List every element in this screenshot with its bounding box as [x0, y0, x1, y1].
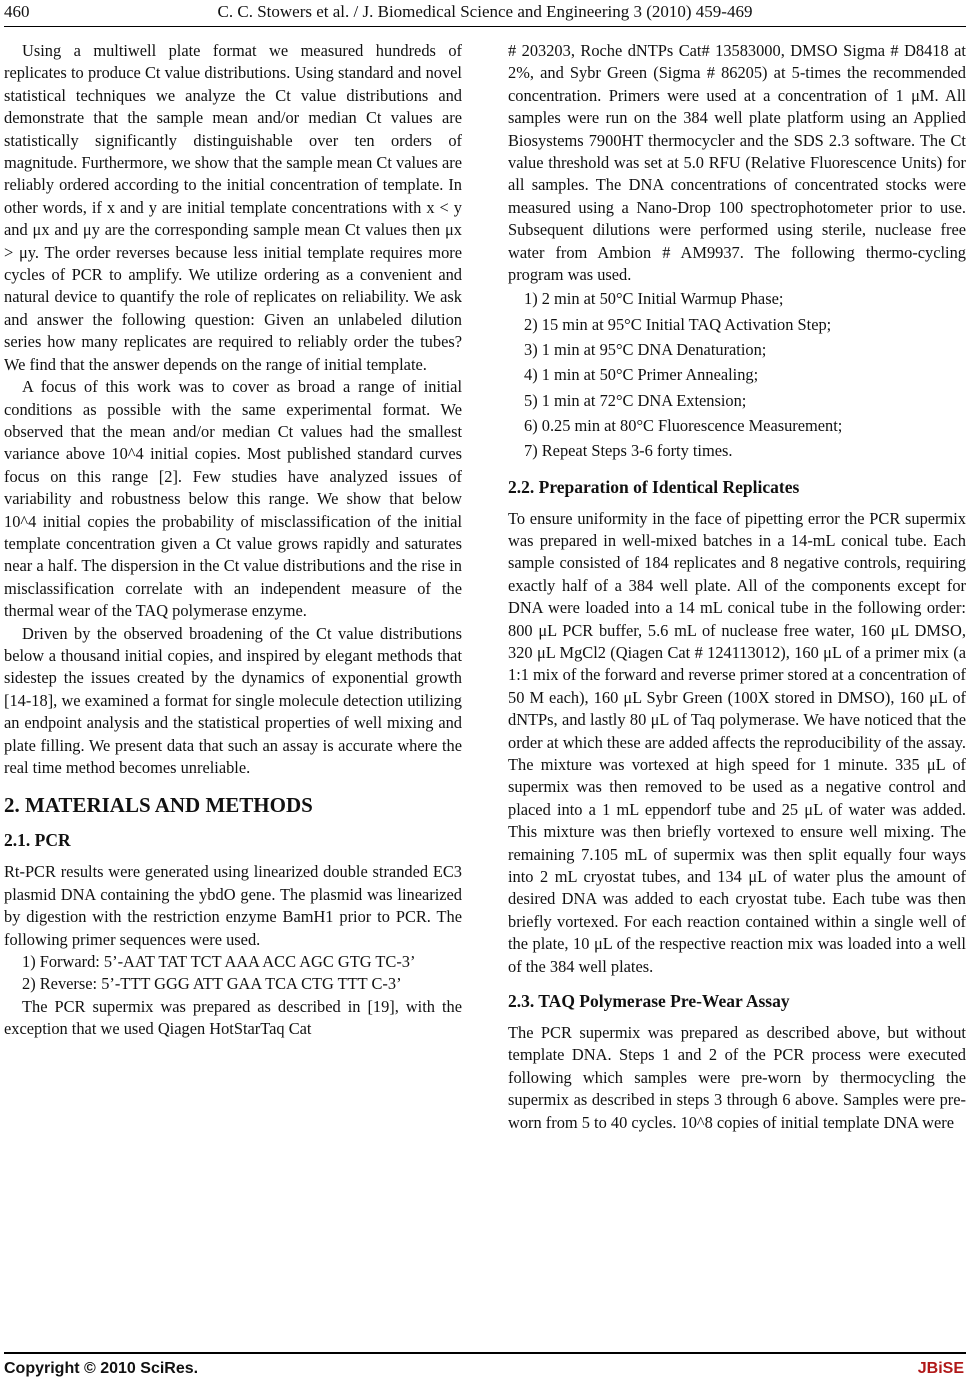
journal-name: JBiSE	[917, 1360, 964, 1377]
thermocycling-steps	[508, 286, 966, 463]
left-column	[4, 40, 462, 1041]
list-item: 7) Repeat Steps 3-6 forty times.	[524, 441, 733, 461]
header-rule	[4, 26, 966, 27]
paragraph: The PCR supermix was prepared as described above, but without template DNA. Steps 1 and 2 of the PCR process were executed following which samples were pre-worn by thermocycling the supermix as described in steps 3 through 6 above. Samples were pre-worn from 5 to 40 cycles. 10^8 copies of initial template DNA were	[508, 1023, 966, 1132]
list-item: 2) 15 min at 95°C Initial TAQ Activation Step;	[524, 314, 832, 334]
paragraph: A focus of this work was to cover as broad a range of initial conditions as possible with the same experimental format. We observed that the mean and/or median Ct values had the smallest variance above 10^4 initial copies. Most published standard curves focus on this range [2]. Few studies have analyzed issues of variability and robustness below this range. We show that below 10^4 initial copies the probability of misclassification of the initial template concentration given a Ct value grows rapidly and saturates near a half. The dispersion in the Ct value distributions and the rise in misclassification correlate with an independent measure of the thermal wear of the TAQ polymerase enzyme.	[4, 377, 462, 621]
paragraph: The PCR supermix was prepared as described in [19], with the exception that we used Qiagen HotStarTaq Cat	[4, 996, 462, 1039]
paragraph: Driven by the observed broadening of the Ct value distributions below a thousand initial copies, and inspired by elegant methods that sidestep the issues created by the dynamics of exponential growth [14-18], we examined a format for single molecule detection utilizing an endpoint analysis and the statistical properties of well mixing and plate filling. We present data that such an assay is accurate where the real time method becomes unreliable.	[4, 623, 462, 777]
section-heading-materials: 2. MATERIALS AND METHODS	[4, 793, 313, 818]
subsection-heading-replicates: 2.2. Preparation of Identical Replicates	[508, 476, 800, 497]
list-item: 5) 1 min at 72°C DNA Extension;	[524, 390, 747, 410]
list-item: 1) 2 min at 50°C Initial Warmup Phase;	[524, 289, 784, 309]
paragraph: Rt-PCR results were generated using linearized double stranded EC3 plasmid DNA containing the ybdO gene. The plasmid was linearized by digestion with the restriction enzyme BamH1 prior to PCR. The following primer sequences were used.	[4, 862, 462, 949]
copyright: Copyright © 2010 SciRes.	[4, 1360, 199, 1377]
subsection-heading-pcr: 2.1. PCR	[4, 830, 71, 851]
page-header	[0, 2, 970, 24]
footer-rule	[4, 1352, 966, 1354]
list-item: 4) 1 min at 50°C Primer Annealing;	[524, 365, 759, 385]
paragraph: Using a multiwell plate format we measured hundreds of replicates to produce Ct value distributions. Using standard and novel statistical techniques we analyze the Ct value distributions and demonstrate that the sample mean and/or median Ct values are statistically significantly distinguishable over ten orders of magnitude. Furthermore, we show that the sample mean Ct values are reliably ordered according to the initial concentration of template. In other words, if x and y are initial template concentrations with x < y and μx and μy are the corresponding sample mean Ct values then μx > μy. The order reverses because less initial template requires more cycles of PCR to amplify. We utilize ordering as a convenient and natural device to quantify the role of replicates on reliability. We ask and answer the following question: Given an unlabeled dilution series how many replicates are required to reliably order the tubes? We find that the answer depends on the range of initial template.	[4, 41, 462, 374]
page-number: 460	[4, 2, 30, 21]
primer-forward: 1) Forward: 5’-AAT TAT TCT AAA ACC AGC GTG TC-3’	[22, 952, 416, 972]
list-item: 6) 0.25 min at 80°C Fluorescence Measurement;	[524, 415, 843, 435]
running-title: C. C. Stowers et al. / J. Biomedical Science and Engineering 3 (2010) 459-469	[217, 2, 753, 21]
primer-reverse: 2) Reverse: 5’-TTT GGG ATT GAA TCA CTG TTT C-3’	[22, 974, 402, 994]
page-footer	[0, 1352, 970, 1386]
paragraph: To ensure uniformity in the face of pipetting error the PCR supermix was prepared in well-mixed batches in a 14-mL conical tube. Each sample consisted of 184 replicates and 8 negative controls, requiring exactly half of a 384 well plate. All of the components except for DNA were loaded into a 14 mL conical tube in the following order: 800 μL PCR buffer, 5.6 mL of nuclease free water, 160 μL DMSO, 320 μL MgCl2 (Qiagen Cat # 124113012), 160 μL of a primer mix (a 1:1 mix of the forward and reverse primer stored at a concentration of 50 M each), 160 μL Sybr Green (100X stored in DMSO), 160 μL of dNTPs, and lastly 80 μL of Taq polymerase. We have noticed that the order at which these are added affects the reproducibility of the assay. The mixture was vortexed at high speed for 1 minute. 335 μL of supermix was then removed to be used as a negative control and placed into a 1 mL eppendorf tube and 25 μL of water was added. This mixture was then briefly vortexed to ensure well mixing. The remaining 7.105 mL of supermix was then split equally four ways into 2 mL cryostat tubes, and 134 μL of water plus the amount of desired DNA was added to each cryostat tube. Each tube was then briefly vortexed. For each reaction contained within a single well of the plate, 10 μL of the respective reaction mix was loaded into a well of the 384 well plates.	[508, 508, 966, 976]
list-item: 3) 1 min at 95°C DNA Denaturation;	[524, 340, 767, 360]
subsection-heading-taq: 2.3. TAQ Polymerase Pre-Wear Assay	[508, 991, 790, 1012]
paragraph: # 203203, Roche dNTPs Cat# 13583000, DMSO Sigma # D8418 at 2%, and Sybr Green (Sigma # 86205) at 5-times the recommended concentration. Primers were used at a concentration of 1 μM. All samples were run on the 384 well plate platform using an Applied Biosystems 7900HT thermocycler and the SDS 2.3 software. The Ct value threshold was set at 5.0 RFU (Relative Fluorescence Units) for all samples. The DNA concentrations of concentrated stocks were measured using a Nano-Drop 100 spectrophotometer prior to use. Subsequent dilutions were performed using sterile, nuclease free water from Ambion # AM9937. The following thermo-cycling program was used.	[508, 41, 966, 285]
right-column	[508, 40, 966, 1134]
